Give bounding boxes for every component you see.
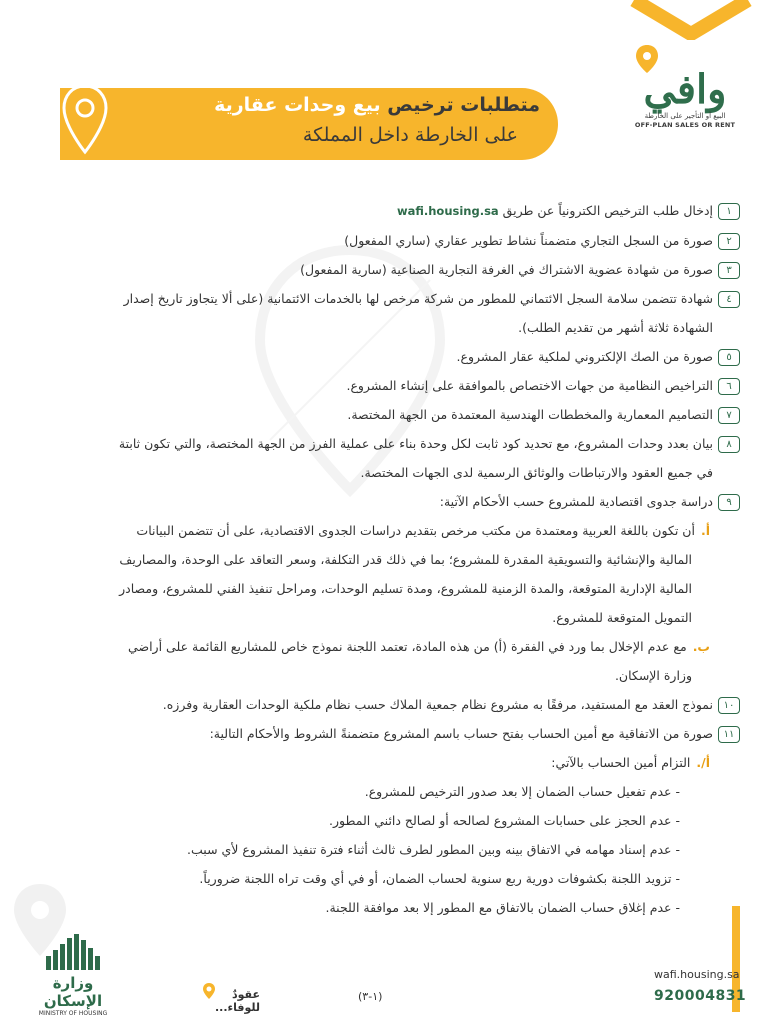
bullet-item: - عدم الحجز على حسابات المشروع لصالحه أو لصالح دائني المطور.: [329, 813, 680, 828]
item-text: نموذج العقد مع المستفيد، مرفقًا به مشروع نظام جمعية الملاك حسب نظام ملكية الوحدات العقارية وفرزه.: [162, 697, 713, 712]
sub-item-mark: أ.: [700, 523, 710, 538]
bullet-item: - عدم إسناد مهامه في الاتفاق بينه وبين المطور لطرف ثالث أثناء فترة تنفيذ المشروع لأي سبب.: [187, 842, 680, 857]
footer-phone[interactable]: 920004831: [654, 988, 747, 1004]
wafi-logo: [630, 44, 740, 129]
page-number: (١-٣): [358, 990, 383, 1003]
bullet-item: - عدم تفعيل حساب الضمان إلا بعد صدور الترخيص للمشروع.: [364, 784, 680, 799]
item-number: ٦: [718, 378, 740, 395]
title-banner: [60, 88, 558, 160]
list-item: [78, 487, 740, 516]
logo-arabic-text: وافي: [643, 66, 727, 113]
list-item: [78, 255, 740, 284]
item-text: صورة من الاتفاقية مع أمين الحساب بفتح حساب باسم المشروع متضمنةً الشروط والأحكام التالية:: [209, 726, 713, 741]
footer-slogan: عقودٌ للوفاء...: [214, 988, 260, 1014]
item-number: ١٠: [718, 697, 740, 714]
footer-site[interactable]: wafi.housing.sa: [654, 968, 740, 981]
sub-item-continuation: وزارة الإسكان.: [614, 668, 692, 683]
item-text: التراخيص النظامية من جهات الاختصاص بالموافقة على إنشاء المشروع.: [346, 378, 713, 393]
item-text: إدخال طلب الترخيص الكترونياً عن طريق: [502, 203, 713, 218]
list-item: [78, 226, 740, 255]
sub-item-text: التزام أمين الحساب بالآتي:: [551, 755, 691, 770]
item-continuation: في جميع العقود والارتباطات والوثائق الرسمية لدى الجهات المختصة.: [360, 465, 713, 480]
wafi-site-link[interactable]: wafi.housing.sa: [396, 204, 499, 218]
list-item: [78, 429, 740, 458]
item-text: صورة من الصك الإلكتروني لملكية عقار المشروع.: [456, 349, 713, 364]
sub-item-text: مع عدم الإخلال بما ورد في الفقرة (أ) من هذه المادة، تعتمد اللجنة نموذج خاص للمشاريع القائمة على أراضي: [128, 639, 687, 654]
list-item: [78, 342, 740, 371]
item-continuation: الشهادة ثلاثة أشهر من تقديم الطلب).: [518, 320, 713, 335]
sub-item-mark: أ/.: [696, 755, 710, 770]
bullet-item: - عدم إغلاق حساب الضمان بالاتفاق مع المطور إلا بعد موافقة اللجنة.: [325, 900, 680, 915]
title-emphasis: بيع وحدات عقارية: [214, 94, 381, 116]
ministry-logo: [28, 934, 118, 1017]
title-pre: متطلبات ترخيص: [387, 94, 540, 116]
ministry-name-ar: وزارة الإسكان: [43, 974, 103, 1010]
list-item: [78, 196, 740, 226]
item-number: ١: [718, 203, 740, 220]
item-text: بيان بعدد وحدات المشروع، مع تحديد كود ثابت لكل وحدة بناء على عملية الفرز من الجهة المختصة، والتي تكون ثابتة: [118, 436, 713, 451]
logo-subtitle-ar: البيع أو التأجير على الخارطة: [644, 112, 726, 120]
sub-item-continuation: المالية والإنشائية والتسويقية المقدرة للمشروع؛ بما في ذلك قدر التكلفة، وسعر التعاقد على الوحدة، والمصاريف: [119, 552, 692, 567]
logo-pin-icon: [634, 44, 660, 74]
sub-item-text: أن تكون باللغة العربية ومعتمدة من مكتب مرخص بتقديم دراسات الجدوى الاقتصادية، على أن تتضمن البيانات: [136, 523, 695, 538]
logo-subtitle-en: OFF-PLAN SALES OR RENT: [634, 121, 736, 129]
ministry-name-en: MINISTRY OF HOUSING: [38, 1010, 108, 1017]
item-text: شهادة تتضمن سلامة السجل الائتماني للمطور من شركة مرخص لها بالخدمات الائتمانية (على ألا يتجاوز تاريخ إصدار: [123, 291, 713, 306]
banner-pin-icon: [60, 82, 110, 166]
chevron-decoration-icon: [626, 0, 756, 40]
sub-item: [78, 748, 740, 777]
list-item: [78, 371, 740, 400]
list-item: [78, 719, 740, 748]
item-text: دراسة جدوى اقتصادية للمشروع حسب الأحكام الآتية:: [439, 494, 713, 509]
page-title-line1: [214, 94, 540, 116]
sub-item-mark: ب.: [692, 639, 710, 654]
item-text: صورة من السجل التجاري متضمناً نشاط تطوير عقاري (ساري المفعول): [344, 233, 713, 248]
bullet-item: - تزويد اللجنة بكشوفات دورية ربع سنوية لحساب الضمان، أو في أي وقت تراه اللجنة ضرورياً.: [199, 871, 680, 886]
item-number: ٥: [718, 349, 740, 366]
item-text: التصاميم المعمارية والمخططات الهندسية المعتمدة من الجهة المختصة.: [347, 407, 713, 422]
page-title-line2: على الخارطة داخل المملكة: [302, 124, 518, 146]
item-number: ٣: [718, 262, 740, 279]
item-number: ٤: [718, 291, 740, 308]
item-number: ٨: [718, 436, 740, 453]
item-number: ٩: [718, 494, 740, 511]
item-text: صورة من شهادة عضوية الاشتراك في الغرفة التجارية الصناعية (سارية المفعول): [300, 262, 713, 277]
item-number: ٧: [718, 407, 740, 424]
list-item: [78, 284, 740, 313]
requirements-list: [78, 196, 740, 922]
sub-item: [78, 632, 740, 661]
sub-item-continuation: التمويل المتوقعة للمشروع.: [552, 610, 692, 625]
list-item: [78, 400, 740, 429]
ministry-emblem-icon: [38, 934, 108, 970]
list-item: [78, 690, 740, 719]
item-number: ٢: [718, 233, 740, 250]
sub-item-continuation: المالية الإدارية المتوقعة، والمدة الزمنية للمشروع، ومدة تسليم الوحدات، ومراحل تنفيذ الفني للمشروع، ومصادر: [119, 581, 692, 596]
item-number: ١١: [718, 726, 740, 743]
sub-item: [78, 516, 740, 545]
